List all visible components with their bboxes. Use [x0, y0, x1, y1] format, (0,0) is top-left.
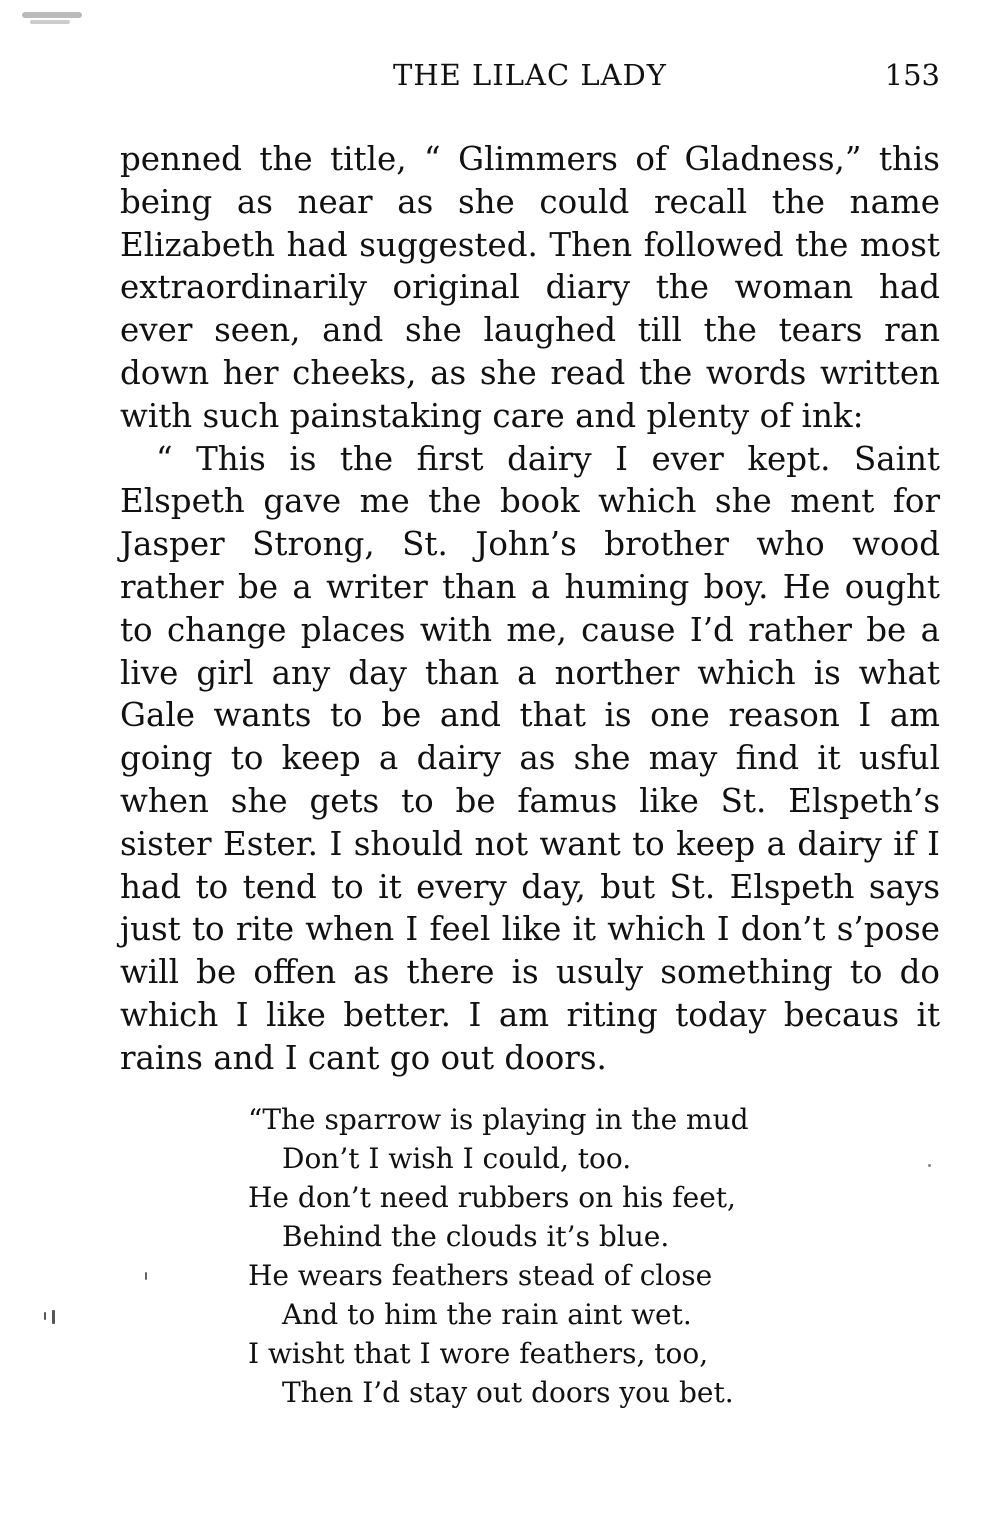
body-text [120, 138, 940, 1080]
poem [248, 1100, 848, 1412]
scan-speck [52, 1310, 55, 1324]
scan-speck [928, 1164, 931, 1167]
scan-speck [30, 20, 70, 24]
scan-speck [145, 1272, 147, 1280]
poem-line: He wears feathers stead of close [248, 1259, 713, 1292]
poem-line: And to him the rain aint wet. [282, 1298, 692, 1331]
poem-line: Behind the clouds it’s blue. [282, 1220, 670, 1253]
scan-speck [44, 1312, 46, 1320]
poem-line: He don’t need rubbers on his feet, [248, 1181, 736, 1214]
paragraph-diary-entry: “ This is the first dairy I ever kept. Saint Elspeth gave me the book which she ment for Jasper Strong, St. John’s brother who wood rather be a writer than a huming boy. He ought to change places with me, cause I’d rather be a live girl any day than a norther which is what Gale wants to be and that is one reason I am going to keep a dairy as she may find it usful when she gets to be famus like St. Elspeth’s sister Ester. I should not want to keep a dairy if I had to tend to it every day, but St. Elspeth says just to rite when I feel like it which I don’t s’pose will be offen as there is usuly something to do which I like better. I am riting today becaus it rains and I cant go out doors. [120, 439, 940, 1077]
running-title: THE LILAC LADY [393, 58, 667, 92]
page-number: 153 [884, 58, 940, 92]
paragraph-narrative: penned the title, “ Glimmers of Gladness,” this being as near as she could recall the name Elizabeth had suggested. Then followed the most extraordinarily original diary the woman had ever seen, and she laughed till the tears ran down her cheeks, as she read the words written with such painstaking care and plenty of ink: [120, 140, 940, 435]
poem-line: I wisht that I wore feathers, too, [248, 1337, 709, 1370]
poem-line: Then I’d stay out doors you bet. [282, 1376, 734, 1409]
scan-speck [22, 12, 82, 18]
poem-line: Don’t I wish I could, too. [282, 1142, 632, 1175]
poem-line: “The sparrow is playing in the mud [248, 1103, 749, 1136]
page-header [120, 58, 940, 98]
